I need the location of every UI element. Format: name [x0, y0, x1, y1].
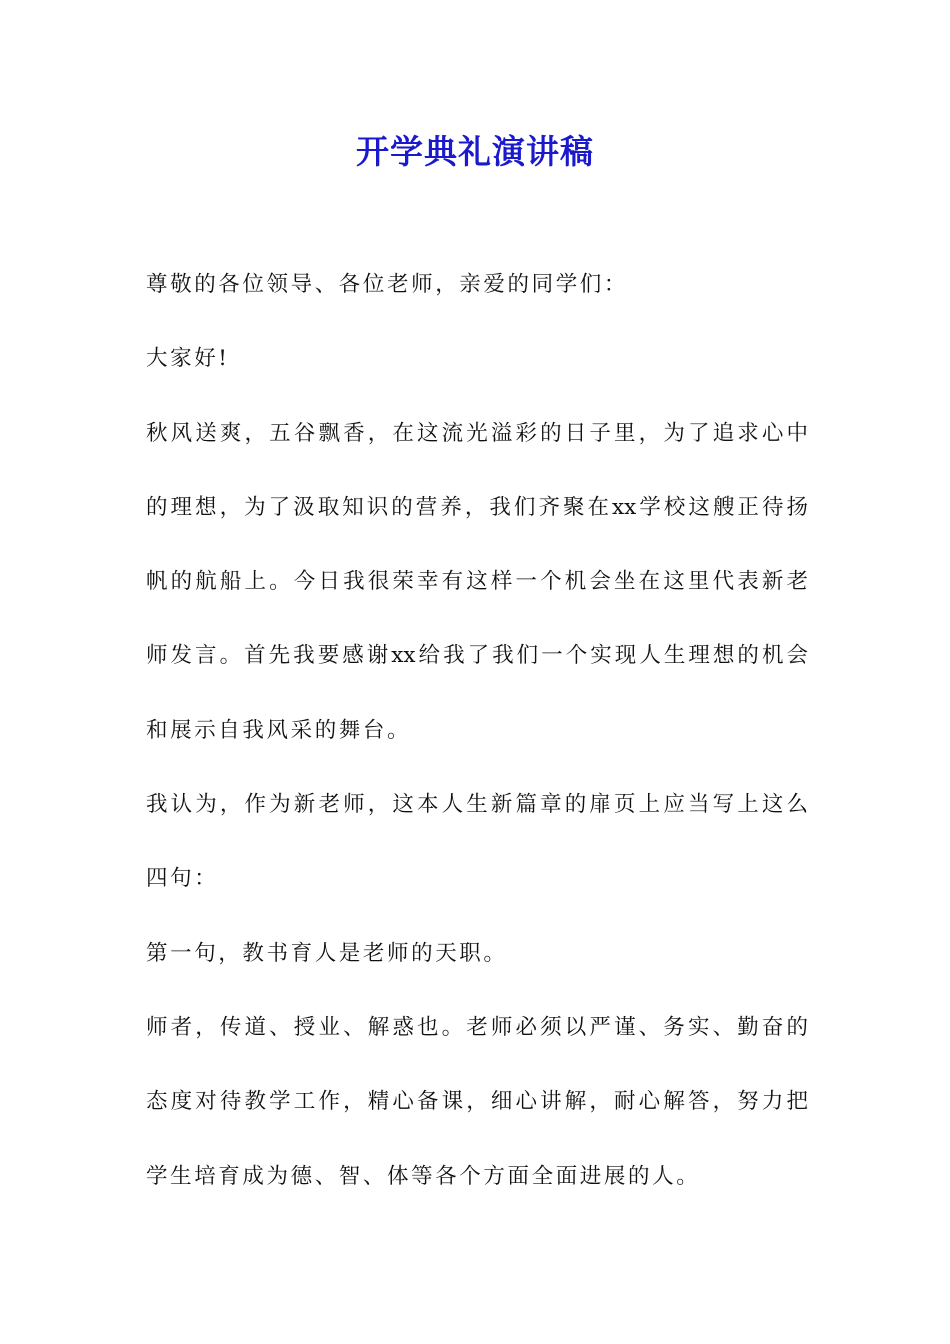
paragraph-line: 师发言。首先我要感谢xx给我了我们一个实现人生理想的机会: [146, 643, 808, 669]
paragraph-line: 的理想，为了汲取知识的营养，我们齐聚在xx学校这艘正待扬: [146, 494, 808, 520]
paragraph-line: 我认为，作为新老师，这本人生新篇章的扉页上应当写上这么: [146, 792, 808, 818]
paragraph-line: 秋风送爽，五谷飘香，在这流光溢彩的日子里，为了追求心中: [146, 420, 808, 446]
paragraph-line: 第一句，教书育人是老师的天职。: [146, 940, 508, 966]
paragraph-line: 态度对待教学工作，精心备课，细心讲解，耐心解答，努力把: [146, 1089, 808, 1115]
document-body: [146, 265, 808, 1231]
paragraph-line: 学生培育成为德、智、体等各个方面全面进展的人。: [146, 1163, 701, 1189]
paragraph-line: 师者，传道、授业、解惑也。老师必须以严谨、务实、勤奋的: [146, 1014, 808, 1040]
paragraph-line: 四句：: [146, 866, 219, 892]
paragraph-line: 和展示自我风采的舞台。: [146, 717, 412, 743]
greeting-line: 大家好!: [146, 346, 230, 372]
paragraph-line: 帆的航船上。今日我很荣幸有这样一个机会坐在这里代表新老: [146, 569, 808, 595]
salutation-line: 尊敬的各位领导、各位老师，亲爱的同学们：: [146, 272, 629, 297]
document-title: 开学典礼演讲稿: [356, 132, 594, 171]
